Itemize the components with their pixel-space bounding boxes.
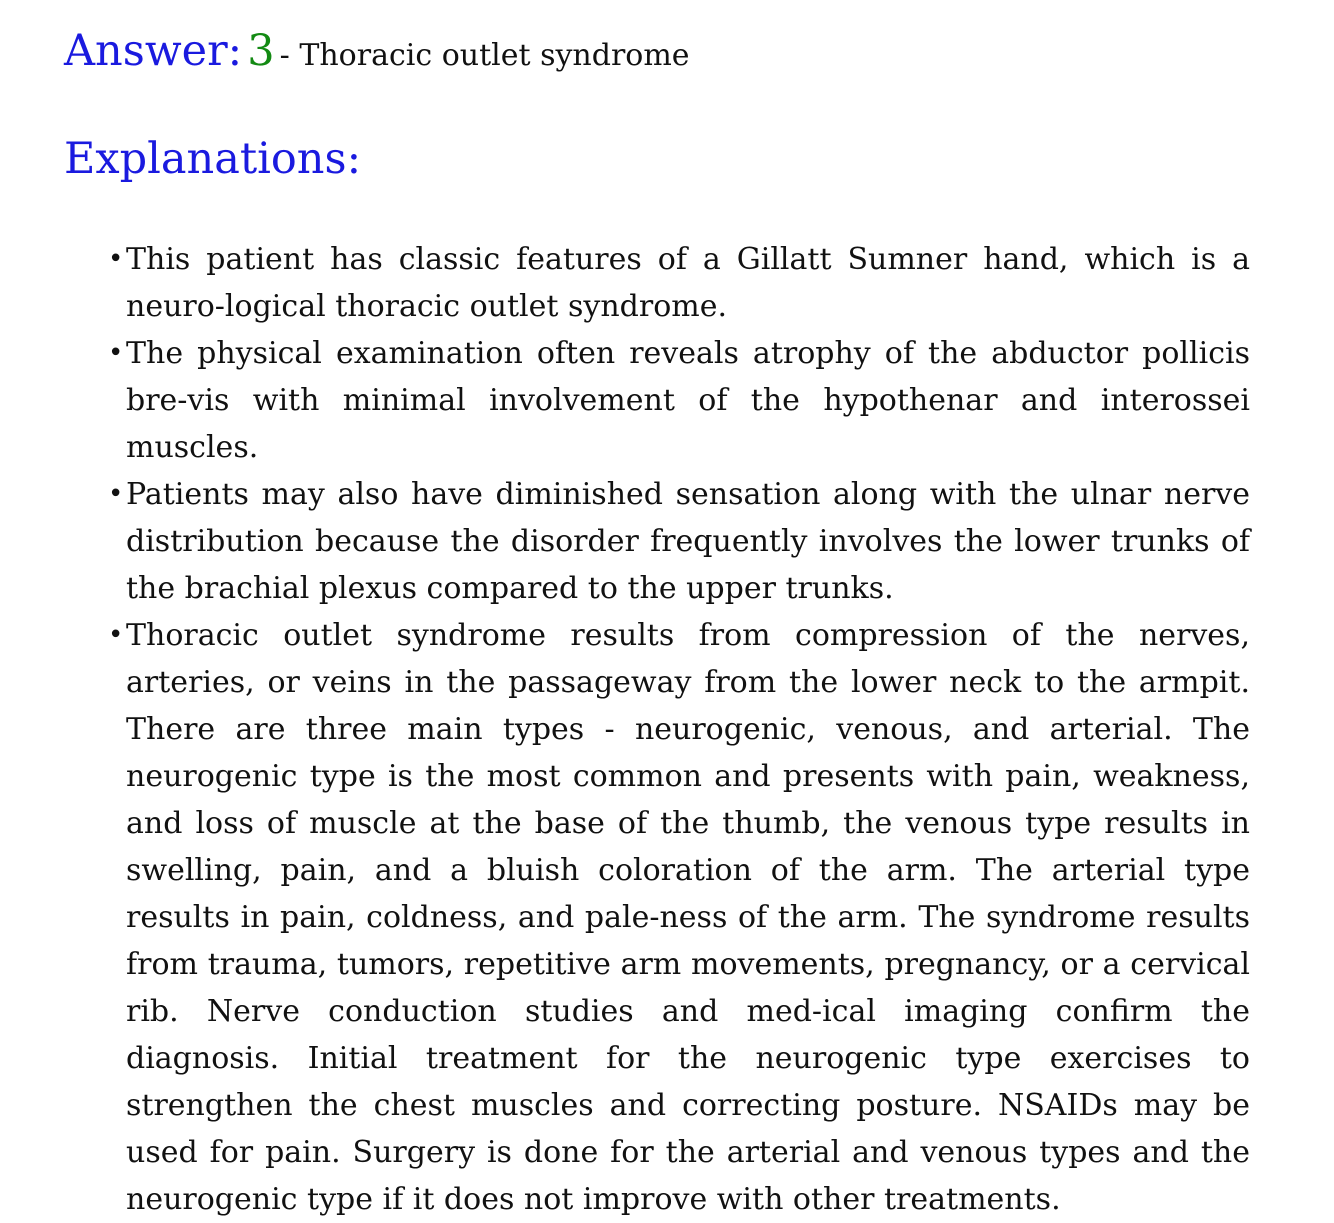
explanations-title: Explanations: <box>64 134 362 184</box>
list-item <box>108 612 1250 1223</box>
answer-line <box>64 26 690 76</box>
bullet-text: This patient has classic features of a Gillatt Sumner hand, which is a neuro-logical thoracic outlet syndrome. <box>126 242 1250 324</box>
bullet-icon: • <box>108 338 124 368</box>
list-item <box>108 471 1250 612</box>
list-item <box>108 236 1250 330</box>
bullet-icon: • <box>108 244 124 274</box>
bullet-text: The physical examination often reveals atrophy of the abductor pollicis bre-vis with minimal involvement of the hypothenar and interossei muscles. <box>126 336 1250 465</box>
bullet-icon: • <box>108 620 124 650</box>
answer-label: Answer: <box>64 26 243 76</box>
bullet-icon: • <box>108 479 124 509</box>
answer-number: 3 <box>247 26 275 76</box>
bullet-text: Thoracic outlet syndrome results from compression of the nerves, arteries, or veins in the passageway from the lower neck to the armpit. There are three main types - neurogenic, venous, and arterial. The neurogenic type is the most common and presents with pain, weakness, and loss of muscle at the base of the thumb, the venous type results in swelling, pain, and a bluish coloration of the arm. The arterial type results in pain, coldness, and pale-ness of the arm. The syndrome results from trauma, tumors, repetitive arm movements, pregnancy, or a cervical rib. Nerve conduction studies and med-ical imaging confirm the diagnosis. Initial treatment for the neurogenic type exercises to strengthen the chest muscles and correcting posture. NSAIDs may be used for pain. Surgery is done for the arterial and venous types and the neurogenic type if it does not improve with other treatments. <box>126 618 1250 1217</box>
answer-text: - Thoracic outlet syndrome <box>279 38 690 73</box>
list-item <box>108 330 1250 471</box>
explanations-list <box>108 236 1250 1223</box>
bullet-text: Patients may also have diminished sensation along with the ulnar nerve distribution because the disorder frequently involves the lower trunks of the brachial plexus compared to the upper trunks. <box>126 477 1250 606</box>
